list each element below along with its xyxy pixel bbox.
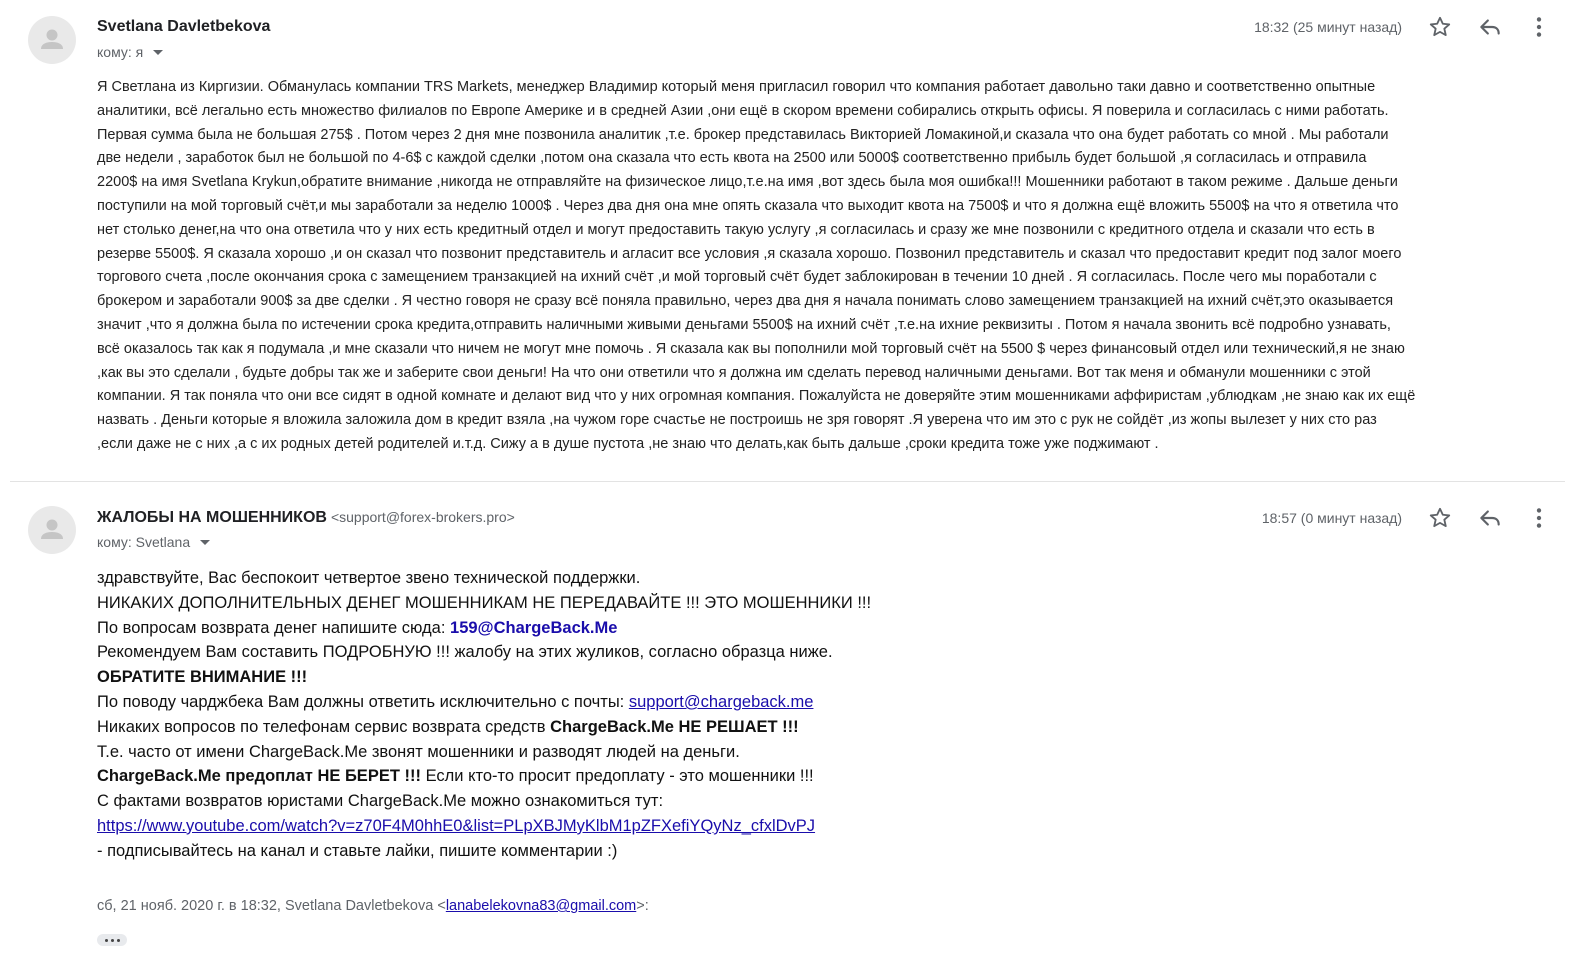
more-vert-icon (1526, 505, 1552, 531)
ellipsis-icon (117, 939, 120, 942)
email-message-2 (0, 492, 1585, 964)
body-line (97, 715, 1297, 740)
reply-icon (1477, 14, 1503, 40)
more-options-button[interactable] (1526, 14, 1552, 40)
body-line: С фактами возвратов юристами ChargeBack.Me можно ознакомиться тут: (97, 792, 664, 811)
sender-avatar[interactable] (28, 16, 76, 64)
body-line (97, 814, 1297, 839)
recipient-label: кому: Svetlana (97, 534, 191, 550)
body-line: резерве 5500$. Я сказала хорошо ,и он сказал что позвонит представитель и агласит все условия ,я сказала хорошо. Позвонил представитель и сказал что предоставит кредит под залог моего (97, 245, 1402, 262)
message-time: 18:57 (0 минут назад) (1261, 510, 1402, 526)
recipient-details[interactable] (97, 44, 163, 60)
person-icon (28, 506, 76, 554)
more-vert-icon (1526, 14, 1552, 40)
reply-button[interactable] (1477, 505, 1503, 531)
body-line: торгового счета ,после окончания срока с замещением транзакцией на ихний счёт ,и мой торговый счёт будет заблокирован в течении 10 дней . Я согласилась. После чего мы поработали с (97, 269, 1377, 286)
message-time: 18:32 (25 минут назад) (1254, 19, 1402, 35)
star-icon (1427, 505, 1453, 531)
body-line: две недели , заработок был не большой по 4-6$ с каждой сделки ,потом она сказала что есть квота на 2500 или 5000$ соответственно прибыль будет большой ,я согласилась и отправила (97, 150, 1367, 167)
reply-icon (1477, 505, 1503, 531)
quote-prefix: сб, 21 нояб. 2020 г. в 18:32, Svetlana Davletbekova < (97, 898, 446, 914)
body-line (97, 764, 1297, 789)
body-line: назвать . Деньги которые я вложила заложила дом в кредит взяла ,на чужом горе счастье не построишь не зря говорят .Я уверена что им это с рук не сойдёт ,из жопы вылезет у них сто раз (97, 412, 1377, 429)
body-line (97, 690, 1297, 715)
body-line: аналитики, всё легально есть множество филиалов по Европе Америке и в средней Азии ,они ещё в скором времени собирались открыть офисы. Я поверила и согласилась с ними работать. (97, 102, 1389, 119)
body-line: здравствуйте, Вас беспокоит четвертое звено технической поддержки. (97, 569, 641, 587)
body-text: По вопросам возврата денег напишите сюда: (97, 618, 451, 637)
star-button[interactable] (1427, 14, 1453, 40)
reply-button[interactable] (1477, 14, 1503, 40)
recipient-label: кому: я (97, 44, 144, 60)
body-line: ,как вы это сделали , будьте добры так же и заберите свои деньги! На что они ответили что я должна им сделать перевод наличными деньгами. Вот так меня и обманули мошенники с этой (97, 364, 1371, 381)
body-line: брокером и заработали 900$ за две сделки . Я честно говоря не сразу всё поняла правильно, через два дня я начала понимать слово замещением транзакцией на ихний счёт,это оказывается (97, 293, 1394, 310)
ellipsis-icon (105, 939, 108, 942)
body-text: Если кто-то просит предоплату - это мошенники !!! (420, 767, 814, 786)
body-line: Т.е. часто от имени ChargeBack.Me звонят мошенники и разводят людей на деньги. (97, 742, 740, 761)
body-line: поступили на мой торговый счёт,и мы заработали за неделю 1000$ . Через два дня она мне опять сказала что выходит квота на 7500$ и что я должна ещё вложить 5500$ на что я ответила что (97, 197, 1399, 214)
sender-name: ЖАЛОБЫ НА МОШЕННИКОВ (97, 509, 327, 526)
chargeback-email-link[interactable]: 159@ChargeBack.Me (450, 618, 618, 637)
sender-email: <support@forex-brokers.pro> (330, 509, 515, 525)
body-line: значит ,что я должна была по истечении срока кредита,отправить наличными живыми деньгами 5500$ на ихний счёт ,т.е.на ихние реквизиты . Потом я начала звонить всё подробно узнавать, (97, 316, 1391, 333)
chevron-down-icon[interactable] (200, 540, 210, 546)
show-trimmed-content-button[interactable] (97, 934, 127, 946)
body-line: - подписывайтесь на канал и ставьте лайки, пишите комментарии :) (97, 841, 618, 860)
sender-header (97, 509, 515, 527)
body-line: НИКАКИХ ДОПОЛНИТЕЛЬНЫХ ДЕНЕГ МОШЕННИКАМ НЕ ПЕРЕДАВАЙТЕ !!! ЭТО МОШЕННИКИ !!! (97, 593, 872, 612)
body-line: компании. Я так поняла что они все сидят в одной комнате и делают вид что у них огромная компания. Пожалуйста не доверяйте этим мошенниками аффиристам ,ублюдкам ,не знаю как их ещё (97, 388, 1416, 405)
recipient-details[interactable] (97, 534, 210, 550)
person-icon (28, 16, 76, 64)
message-divider (10, 481, 1565, 482)
body-line: ,если даже не с них ,а с их родных детей родителей и.т.д. Сижу а в душе пустота ,не знаю что делать,как быть дальше ,сроки кредита тоже уже поджимают . (97, 435, 1159, 452)
quote-email-link[interactable]: lanabelekovna83@gmail.com (445, 898, 637, 914)
body-bold-text: ChargeBack.Me предоплат НЕ БЕРЕТ !!! (97, 767, 421, 786)
body-line: всё оказалось так как я подумала ,и мне сказали что ничем не могут мне помочь . Я сказала как вы пополнили мой торговый счёт на 5500 $ через финансовый отдел или технический,я не знаю (97, 340, 1405, 357)
ellipsis-icon (111, 939, 114, 942)
quoted-message-header (97, 898, 649, 914)
more-options-button[interactable] (1526, 505, 1552, 531)
body-line: ОБРАТИТЕ ВНИМАНИЕ !!! (97, 668, 308, 687)
sender-avatar[interactable] (28, 506, 76, 554)
body-line: Рекомендуем Вам составить ПОДРОБНУЮ !!! жалобу на этих жуликов, согласно образца ниже. (97, 643, 833, 662)
body-line: нет столько денег,на что она ответила что у них есть кредитный отдел и могут предоставить такую услугу ,я согласилась и сразу же мне позвонили с кредитного отдела и сказали что есть в (97, 221, 1375, 238)
star-button[interactable] (1427, 505, 1453, 531)
body-line: Первая сумма была не большая 275$ . Потом через 2 дня мне позвонила аналитик ,т.е. брокер представилась Викторией Ломакиной,и сказала что она будет работать со мной . Мы работали (97, 126, 1389, 143)
body-line: Я Светлана из Киргизии. Обманулась компании TRS Markets, менеджер Владимир который меня пригласил говорил что компания работает давольно таки давно и соответственно опытные (97, 79, 1376, 95)
message-body (97, 76, 1557, 457)
sender-name: Svetlana Davletbekova (97, 18, 271, 35)
star-icon (1427, 14, 1453, 40)
body-line: 2200$ на имя Svetlana Krykun,обратите внимание ,никогда не отправляйте на физическое лицо,т.е.на имя ,вот здесь была моя ошибка!!! Мошенники работают в таком режиме . Дальше деньги (97, 174, 1398, 191)
body-bold-text: ChargeBack.Me НЕ РЕШАЕТ !!! (550, 717, 799, 736)
youtube-link[interactable]: https://www.youtube.com/watch?v=z70F4M0hhE0&list=PLpXBJMyKlbM1pZFXefiYQyNz_cfxlDvPJ (97, 816, 816, 835)
support-email-link[interactable]: support@chargeback.me (628, 692, 814, 711)
quote-suffix: >: (636, 898, 649, 914)
message-body (97, 566, 1297, 864)
body-text: Никаких вопросов по телефонам сервис возврата средств (97, 717, 551, 736)
chevron-down-icon[interactable] (153, 50, 163, 56)
body-line (97, 616, 1297, 641)
body-text: По поводу чарджбека Вам должны ответить исключительно с почты: (97, 692, 629, 711)
